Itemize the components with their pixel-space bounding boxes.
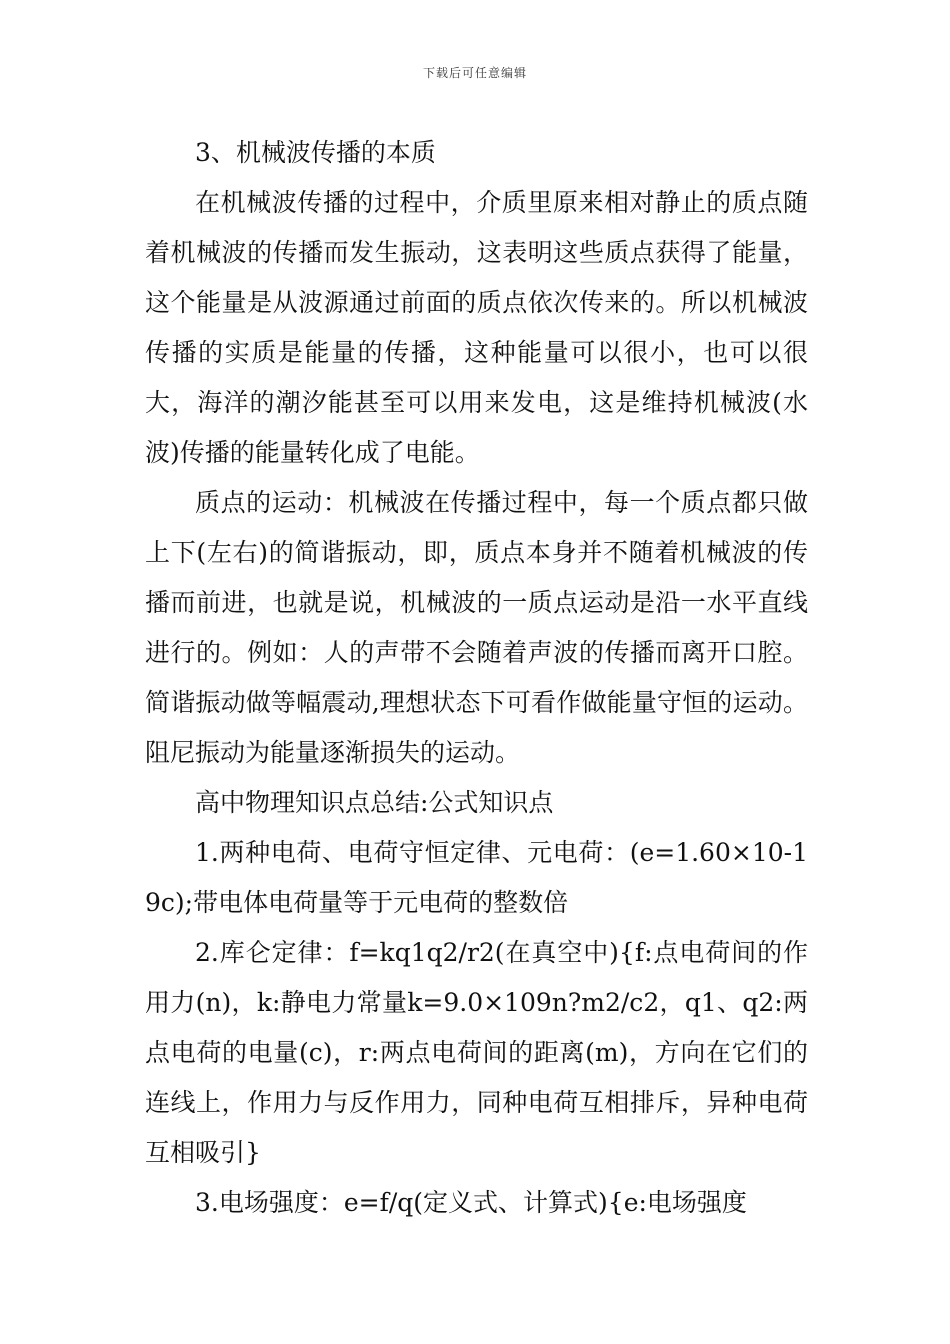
- paragraph-field-strength: 3.电场强度：e=f/q(定义式、计算式){e:电场强度: [195, 1188, 747, 1217]
- section-heading: 3、机械波传播的本质: [195, 138, 436, 167]
- paragraph-particle-motion: 质点的运动：机械波在传播过程中，每一个质点都只做上下(左右)的简谐振动，即，质点本身并不随着机械波的传播而前进，也就是说，机械波的一质点运动是沿一水平直线进行的。例如：人的声带不会随着声波的传播而离开口腔。简谐振动做等幅震动,理想状态下可看作做能量守恒的运动。阻尼振动为能量逐渐损失的运动。: [145, 488, 808, 767]
- paragraph-wave-essence: 在机械波传播的过程中，介质里原来相对静止的质点随着机械波的传播而发生振动，这表明这些质点获得了能量，这个能量是从波源通过前面的质点依次传来的。所以机械波传播的实质是能量的传播，这种能量可以很小，也可以很大，海洋的潮汐能甚至可以用来发电，这是维持机械波(水波)传播的能量转化成了电能。: [145, 188, 808, 467]
- paragraph-charge: 1.两种电荷、电荷守恒定律、元电荷：(e=1.60×10-19c);带电体电荷量等于元电荷的整数倍: [145, 838, 808, 917]
- document-body: [145, 128, 808, 1228]
- paragraph-formula-heading: 高中物理知识点总结:公式知识点: [195, 788, 554, 817]
- paragraph-coulomb-law: 2.库仑定律：f=kq1q2/r2(在真空中){f:点电荷间的作用力(n)，k:静电力常量k=9.0×109n?m2/c2，q1、q2:两点电荷的电量(c)，r:两点电荷间的距离(m)，方向在它们的连线上，作用力与反作用力，同种电荷互相排斥，异种电荷互相吸引}: [145, 938, 808, 1167]
- page-header: 下载后可任意编辑: [422, 66, 527, 80]
